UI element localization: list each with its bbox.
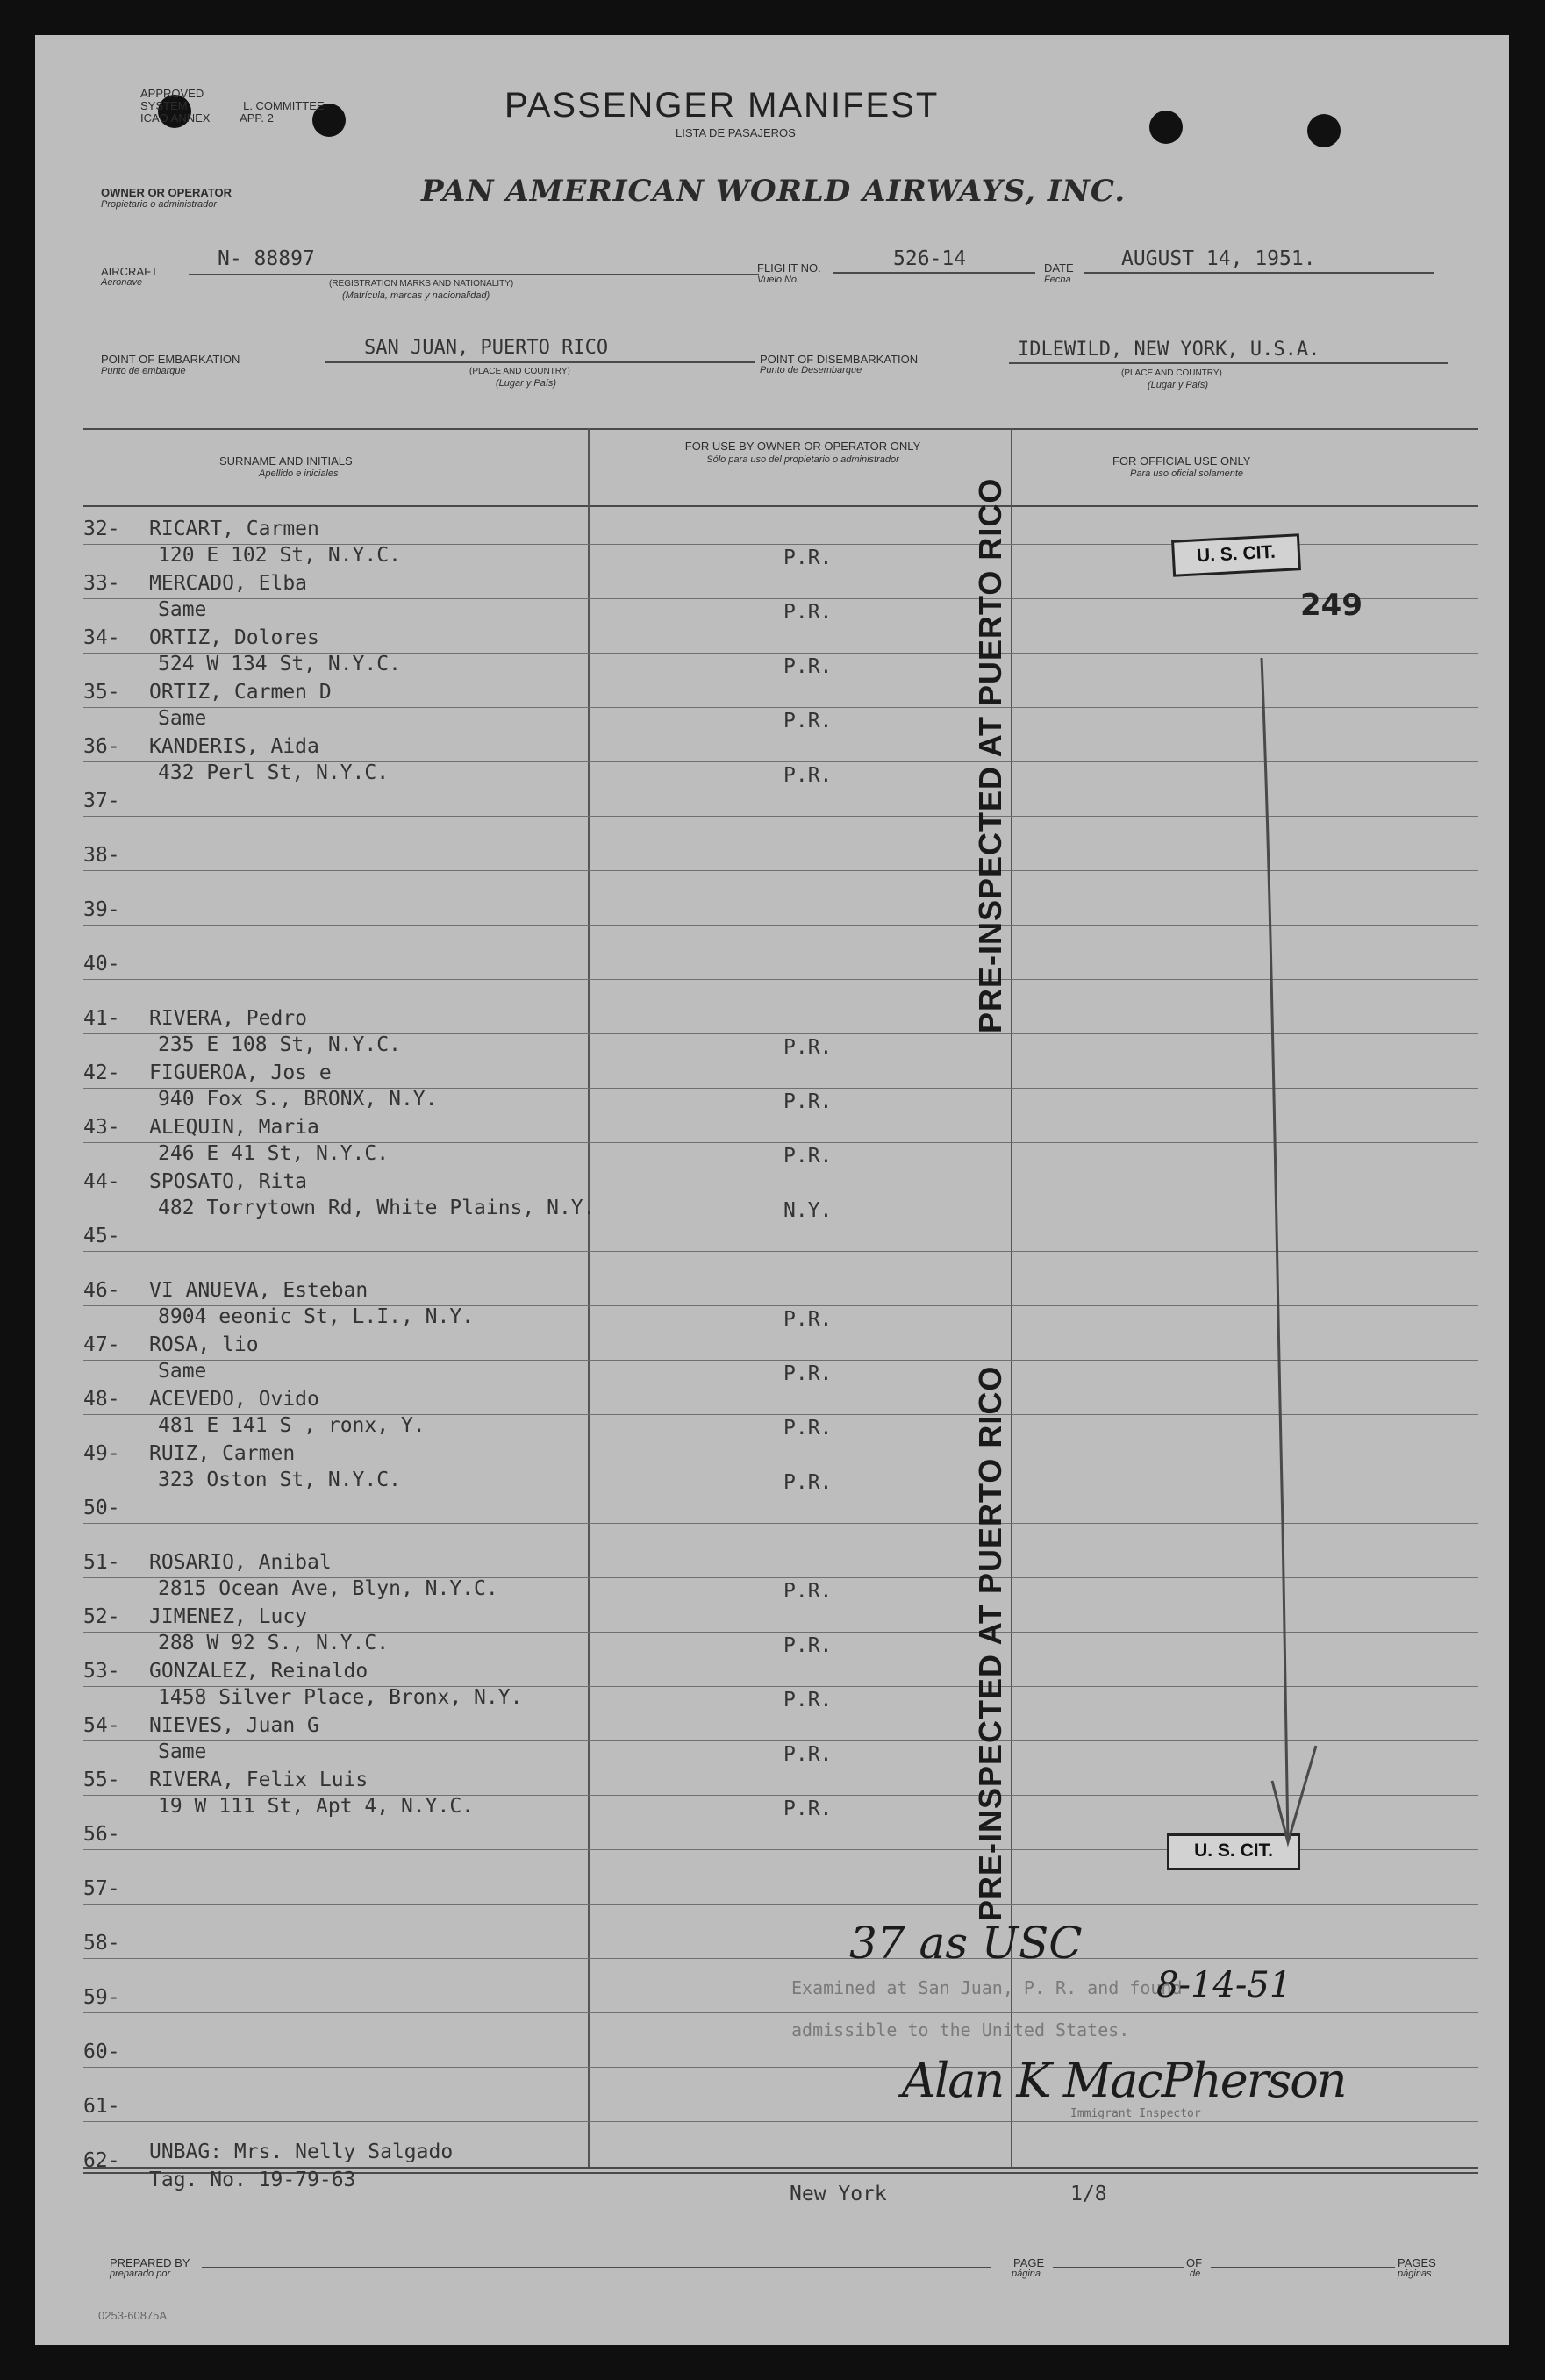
row-number: 46- <box>83 1279 120 1302</box>
passenger-name: ROSARIO, Anibal <box>149 1551 332 1574</box>
preinspected-stamp: PRE-INSPECTED AT PUERTO RICO <box>972 477 1008 1033</box>
col2-header-text: FOR USE BY OWNER OR OPERATOR ONLY <box>684 440 921 453</box>
passenger-name: JIMENEZ, Lucy <box>149 1605 308 1628</box>
passenger-address: 19 W 111 St, Apt 4, N.Y.C. <box>158 1795 475 1818</box>
passenger-name: KANDERIS, Aida <box>149 735 319 758</box>
passenger-address: 246 E 41 St, N.Y.C. <box>158 1142 390 1165</box>
inspector-signature: Alan K MacPherson <box>902 2053 1346 2108</box>
page-title: PASSENGER MANIFEST <box>504 86 940 125</box>
page-label: PAGE <box>1013 2256 1045 2269</box>
col3-header-es: Para uso oficial solamente <box>1130 468 1244 479</box>
row-number: 43- <box>83 1116 120 1139</box>
row-number: 51- <box>83 1551 120 1574</box>
disembark-code: P.R. <box>783 601 833 624</box>
disembark-code: P.R. <box>783 1580 833 1603</box>
disembark-label-es: Punto de Desembarque <box>760 365 862 375</box>
row-number: 62- <box>83 2149 120 2172</box>
passenger-name: UNBAG: Mrs. Nelly Salgado <box>149 2141 454 2163</box>
passenger-name: NIEVES, Juan G <box>149 1714 319 1737</box>
us-cit-stamp: U. S. CIT. <box>1167 1833 1300 1870</box>
embark-caption-es: (Lugar y País) <box>496 378 557 389</box>
count-number: 249 <box>1300 588 1363 623</box>
embark-label: POINT OF EMBARKATION <box>101 353 240 366</box>
row-number: 60- <box>83 2041 120 2063</box>
passenger-name: FIGUEROA, Jos e <box>149 1061 332 1084</box>
official-page-note: 1/8 <box>1070 2183 1107 2205</box>
rule-line <box>83 598 1478 599</box>
row-number: 35- <box>83 681 120 704</box>
owner-label-es: Propietario o administrador <box>101 199 218 210</box>
passenger-address: 2815 Ocean Ave, Blyn, N.Y.C. <box>158 1577 498 1600</box>
rule-line <box>83 2121 1478 2122</box>
punch-hole <box>1149 111 1183 144</box>
passenger-address: Same <box>158 707 207 730</box>
form-code-3: L. COMMITTEE <box>243 99 325 112</box>
table-top-rule <box>83 428 1478 430</box>
disembark-code: P.R. <box>783 1743 833 1766</box>
disembark-line <box>1009 362 1448 364</box>
passenger-name: ROSA, lio <box>149 1333 259 1356</box>
row-number: 53- <box>83 1660 120 1683</box>
date-label-es: Fecha <box>1044 275 1071 285</box>
date-value: AUGUST 14, 1951. <box>1121 247 1316 270</box>
form-approval <box>140 88 325 125</box>
passenger-name: ACEVEDO, Ovido <box>149 1388 319 1411</box>
disembark-value: IDLEWILD, NEW YORK, U.S.A. <box>1018 339 1320 361</box>
row-number: 59- <box>83 1986 120 2009</box>
row-number: 44- <box>83 1170 120 1193</box>
passenger-address: 432 Perl St, N.Y.C. <box>158 761 390 784</box>
row-number: 49- <box>83 1442 120 1465</box>
embark-caption: (PLACE AND COUNTRY) <box>469 367 570 376</box>
row-number: 33- <box>83 572 120 595</box>
row-number: 57- <box>83 1877 120 1900</box>
passenger-name: RUIZ, Carmen <box>149 1442 296 1465</box>
passenger-name: RIVERA, Felix Luis <box>149 1769 368 1791</box>
form-code-2: SYSTEM <box>140 99 188 112</box>
form-code-4: ICAO ANNEX <box>140 111 211 125</box>
passenger-name: RICART, Carmen <box>149 518 319 540</box>
examined-line-2: admissible to the United States. <box>791 2019 1130 2041</box>
passenger-name: MERCADO, Elba <box>149 572 308 595</box>
row-number: 54- <box>83 1714 120 1737</box>
row-number: 47- <box>83 1333 120 1356</box>
manifest-sheet <box>35 35 1509 2345</box>
disembark-code: P.R. <box>783 710 833 733</box>
row-number: 36- <box>83 735 120 758</box>
disembark-code: P.R. <box>783 1090 833 1113</box>
passenger-name: ORTIZ, Carmen D <box>149 681 332 704</box>
flight-label-es: Vuelo No. <box>757 275 800 285</box>
disembark-code: P.R. <box>783 1417 833 1440</box>
handwritten-total: 37 as USC <box>849 1918 1083 1969</box>
passenger-name: ALEQUIN, Maria <box>149 1116 319 1139</box>
passenger-address: 288 W 92 S., N.Y.C. <box>158 1632 390 1655</box>
passenger-name: GONZALEZ, Reinaldo <box>149 1660 368 1683</box>
handwritten-date: 8-14-51 <box>1156 1965 1292 2005</box>
row-number: 34- <box>83 626 120 649</box>
row-number: 32- <box>83 518 120 540</box>
passenger-name: SPOSATO, Rita <box>149 1170 308 1193</box>
disembark-code: P.R. <box>783 1798 833 1820</box>
col2-header-es: Sólo para uso del propietario o administrador <box>706 454 899 465</box>
passenger-name: ORTIZ, Dolores <box>149 626 319 649</box>
disembark-caption-es: (Lugar y País) <box>1148 380 1209 390</box>
aircraft-value: N- 88897 <box>218 247 315 270</box>
flight-value: 526-14 <box>893 247 967 270</box>
row-number: 58- <box>83 1932 120 1955</box>
disembark-code: P.R. <box>783 1036 833 1059</box>
row-number: 56- <box>83 1823 120 1846</box>
date-line <box>1084 272 1434 274</box>
disembark-code: P.R. <box>783 1471 833 1494</box>
passenger-address: 235 E 108 St, N.Y.C. <box>158 1033 401 1056</box>
passenger-address: 120 E 102 St, N.Y.C. <box>158 544 401 567</box>
passenger-name: VI ANUEVA, Esteban <box>149 1279 368 1302</box>
rule-line <box>83 2012 1478 2013</box>
pages-label-es: páginas <box>1398 2269 1432 2279</box>
col2-header <box>667 440 939 466</box>
of-label-es: de <box>1190 2269 1201 2279</box>
of-label: OF <box>1186 2256 1203 2269</box>
disembark-code: P.R. <box>783 1362 833 1385</box>
prepared-line <box>202 2267 991 2268</box>
passenger-address: 940 Fox S., BRONX, N.Y. <box>158 1088 438 1111</box>
aircraft-caption-es: (Matrícula, marcas y nacionalidad) <box>342 290 490 301</box>
embark-line <box>325 361 755 363</box>
prepared-label: PREPARED BY <box>110 2256 190 2269</box>
embark-value: SAN JUAN, PUERTO RICO <box>364 337 609 359</box>
passenger-address: Same <box>158 1360 207 1383</box>
preinspected-stamp: PRE-INSPECTED AT PUERTO RICO <box>972 1365 1008 1921</box>
passenger-address: 524 W 134 St, N.Y.C. <box>158 653 401 675</box>
form-code-5: APP. 2 <box>240 111 274 125</box>
row-number: 42- <box>83 1061 120 1084</box>
page-label-es: página <box>1012 2269 1041 2279</box>
passenger-address: Same <box>158 598 207 621</box>
disembark-code: P.R. <box>783 1308 833 1331</box>
aircraft-label: AIRCRAFT <box>101 265 158 278</box>
flight-line <box>833 272 1035 274</box>
of-line <box>1211 2267 1395 2268</box>
row-number: 48- <box>83 1388 120 1411</box>
passenger-name: RIVERA, Pedro <box>149 1007 308 1030</box>
row-number: 41- <box>83 1007 120 1030</box>
disembark-code: P.R. <box>783 1634 833 1657</box>
passenger-address: 1458 Silver Place, Bronx, N.Y. <box>158 1686 523 1709</box>
disembark-caption: (PLACE AND COUNTRY) <box>1121 368 1222 378</box>
aircraft-caption: (REGISTRATION MARKS AND NATIONALITY) <box>329 279 514 289</box>
row-number: 38- <box>83 844 120 867</box>
owner-value: PAN AMERICAN WORLD AIRWAYS, INC. <box>421 174 1127 209</box>
passenger-address: 481 E 141 S , ronx, Y. <box>158 1414 426 1437</box>
rule-line <box>83 1904 1478 1905</box>
page-subtitle: LISTA DE PASAJEROS <box>676 126 796 139</box>
embark-label-es: Punto de embarque <box>101 366 186 376</box>
disembark-code: New York <box>790 2183 887 2205</box>
inspector-caption: Immigrant Inspector <box>1070 2107 1201 2120</box>
passenger-address: Same <box>158 1740 207 1763</box>
column-divider-1 <box>588 428 590 2167</box>
disembark-code: N.Y. <box>783 1199 833 1222</box>
col3-header: FOR OFFICIAL USE ONLY <box>1112 454 1251 468</box>
disembark-code: P.R. <box>783 547 833 569</box>
flight-label: FLIGHT NO. <box>757 261 821 275</box>
pages-label: PAGES <box>1398 2256 1436 2269</box>
disembark-code: P.R. <box>783 764 833 787</box>
row-number: 39- <box>83 898 120 921</box>
aircraft-line <box>189 274 759 275</box>
col1-header: SURNAME AND INITIALS <box>219 454 353 468</box>
passenger-address: 8904 eeonic St, L.I., N.Y. <box>158 1305 475 1328</box>
punch-hole <box>1307 114 1341 147</box>
form-code-1: APPROVED <box>140 87 204 100</box>
date-label: DATE <box>1044 261 1074 275</box>
row-number: 50- <box>83 1497 120 1519</box>
passenger-address: Tag. No. 19-79-63 <box>149 2169 356 2191</box>
column-divider-2 <box>1011 428 1012 2167</box>
pencil-bracket <box>1246 649 1351 1860</box>
row-number: 52- <box>83 1605 120 1628</box>
col1-header-es: Apellido e iniciales <box>259 468 339 479</box>
passenger-address: 482 Torrytown Rd, White Plains, N.Y. <box>158 1197 596 1219</box>
us-cit-stamp: U. S. CIT. <box>1171 533 1301 577</box>
disembark-code: P.R. <box>783 1145 833 1168</box>
disembark-code: P.R. <box>783 1689 833 1712</box>
row-number: 45- <box>83 1225 120 1247</box>
disembark-label: POINT OF DISEMBARKATION <box>760 353 919 366</box>
rule-line <box>83 1958 1478 1959</box>
table-header-rule <box>83 505 1478 507</box>
row-number: 40- <box>83 953 120 976</box>
page-line <box>1053 2267 1184 2268</box>
owner-label: OWNER OR OPERATOR <box>101 186 232 199</box>
disembark-code: P.R. <box>783 655 833 678</box>
form-number: 0253-60875A <box>98 2309 168 2322</box>
row-number: 61- <box>83 2095 120 2118</box>
row-number: 55- <box>83 1769 120 1791</box>
examined-line-1: Examined at San Juan, P. R. and found <box>791 1977 1183 1998</box>
aircraft-label-es: Aeronave <box>101 277 143 288</box>
row-number: 37- <box>83 790 120 812</box>
prepared-label-es: preparado por <box>110 2269 171 2279</box>
passenger-address: 323 Oston St, N.Y.C. <box>158 1469 401 1491</box>
